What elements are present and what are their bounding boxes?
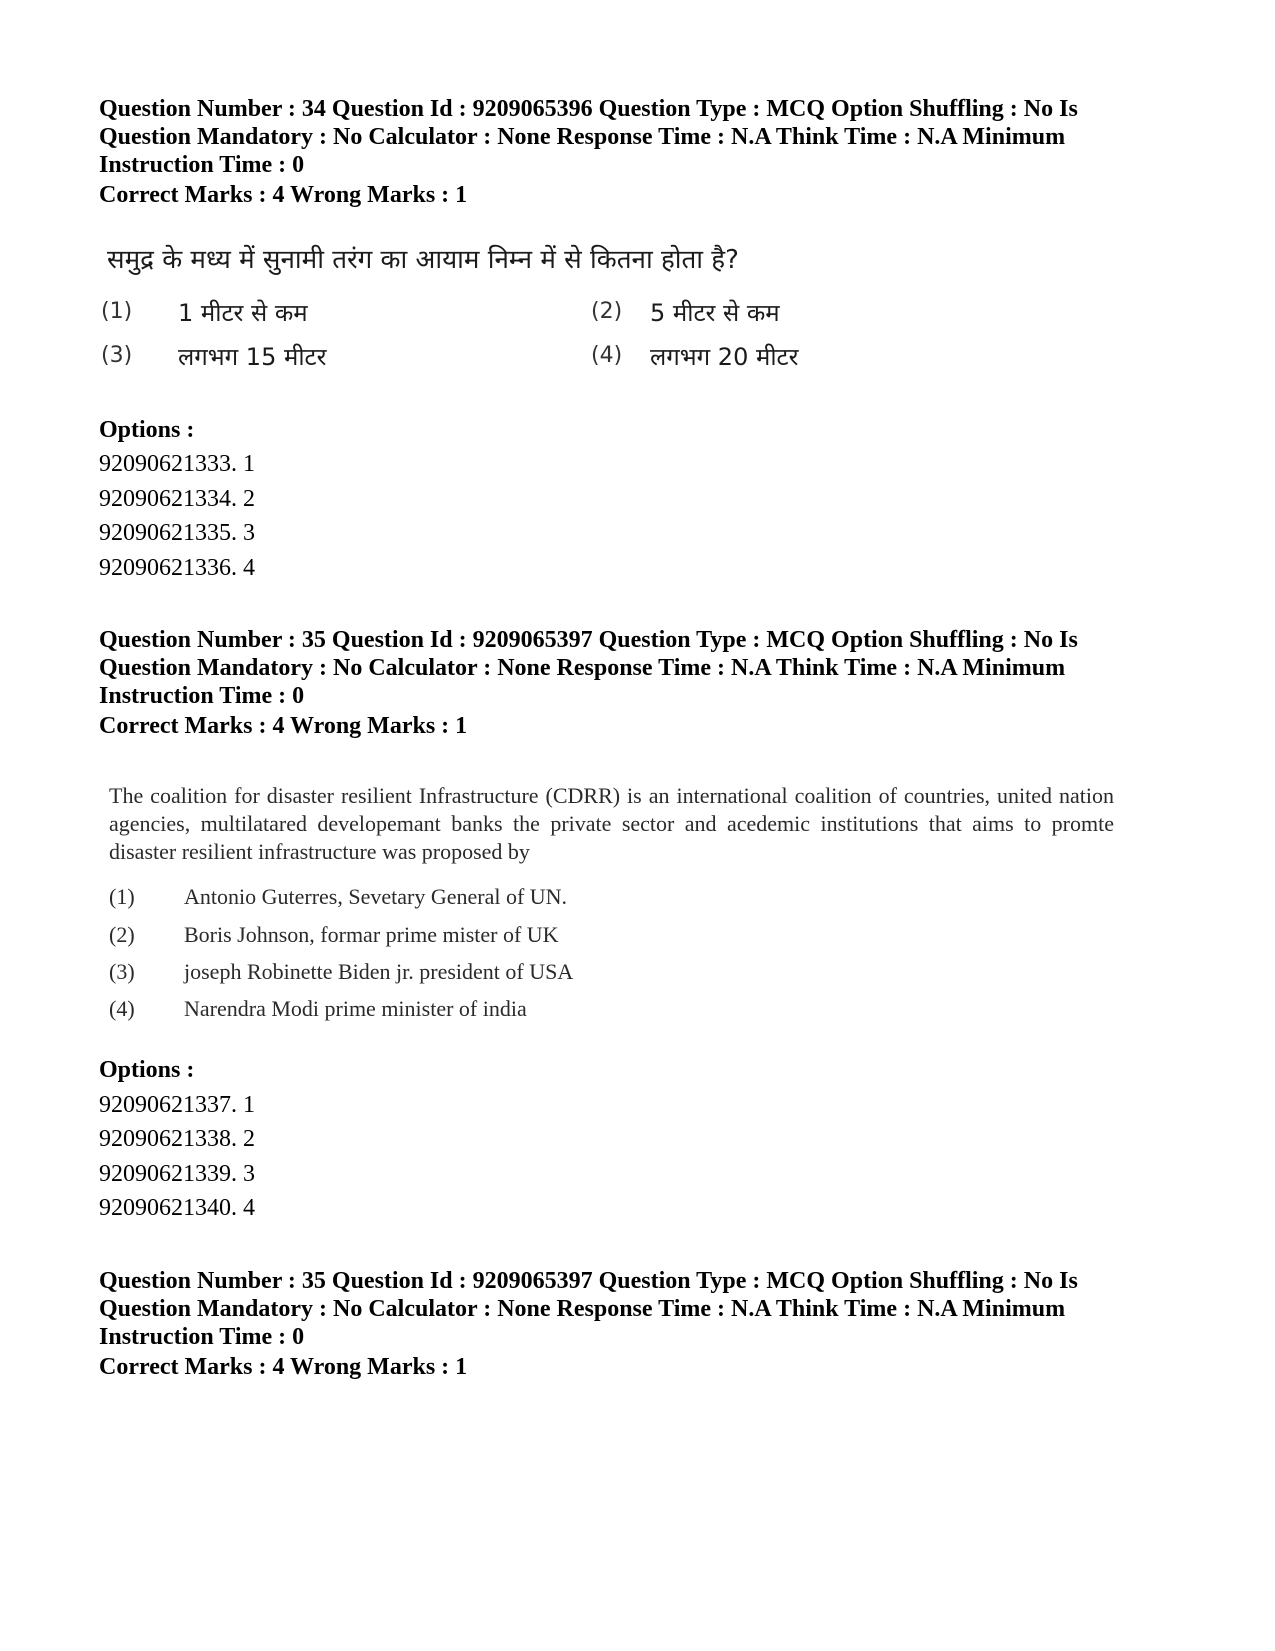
question-35b-marks: Correct Marks : 4 Wrong Marks : 1	[99, 1354, 468, 1380]
question-35-choice-4-number: (4)	[109, 996, 135, 1021]
question-34-choice-1-number: (1)	[101, 299, 133, 324]
question-34-choice-3-text: लगभग 15 मीटर	[178, 343, 327, 371]
question-35-option-3: 92090621339. 3	[99, 1161, 255, 1187]
question-35-options-label: Options :	[99, 1057, 195, 1083]
question-34-choice-4-number: (4)	[591, 343, 623, 368]
question-35b-meta: Question Number : 35 Question Id : 9209065397 Question Type : MCQ Option Shuffling : No Is Question Mandatory : No Calculator : None Response Time : N.A Think Time : N.A Minimum Instruction Time : 0	[99, 1268, 1078, 1350]
question-35-choice-3-text: joseph Robinette Biden jr. president of USA	[184, 959, 574, 984]
question-35-stem: The coalition for disaster resilient Infrastructure (CDRR) is an international coalition of countries, united nation agencies, multilatared developemant banks the private sector and acedemic institutions that aims to promte disaster resilient infrastructure was proposed by	[109, 783, 1114, 864]
question-35-marks: Correct Marks : 4 Wrong Marks : 1	[99, 713, 468, 739]
question-34-choice-2-number: (2)	[591, 299, 623, 324]
question-35-option-4: 92090621340. 4	[99, 1195, 255, 1221]
question-35-choice-1-text: Antonio Guterres, Sevetary General of UN.	[184, 884, 568, 909]
question-35-choice-2-text: Boris Johnson, formar prime mister of UK	[184, 922, 559, 947]
question-35-meta: Question Number : 35 Question Id : 9209065397 Question Type : MCQ Option Shuffling : No Is Question Mandatory : No Calculator : None Response Time : N.A Think Time : N.A Minimum Instruction Time : 0	[99, 627, 1078, 709]
question-34-marks: Correct Marks : 4 Wrong Marks : 1	[99, 182, 468, 208]
question-34-choice-3-number: (3)	[101, 343, 133, 368]
question-34-option-1: 92090621333. 1	[99, 451, 255, 477]
question-35-choice-2-number: (2)	[109, 922, 135, 947]
question-34-meta: Question Number : 34 Question Id : 9209065396 Question Type : MCQ Option Shuffling : No Is Question Mandatory : No Calculator : None Response Time : N.A Think Time : N.A Minimum Instruction Time : 0	[99, 96, 1078, 178]
question-35-option-2: 92090621338. 2	[99, 1126, 255, 1152]
question-35-option-1: 92090621337. 1	[99, 1092, 255, 1118]
question-34-option-2: 92090621334. 2	[99, 486, 255, 512]
question-34-option-4: 92090621336. 4	[99, 555, 255, 581]
question-35-choice-4-text: Narendra Modi prime minister of india	[184, 996, 527, 1021]
question-34-option-3: 92090621335. 3	[99, 520, 255, 546]
question-34-choice-1-text: 1 मीटर से कम	[178, 299, 308, 327]
question-34-stem: समुद्र के मध्य में सुनामी तरंग का आयाम निम्न में से कितना होता है?	[107, 245, 739, 275]
question-34-choice-2-text: 5 मीटर से कम	[650, 299, 780, 327]
question-35-choice-1-number: (1)	[109, 884, 135, 909]
question-34-options-label: Options :	[99, 417, 195, 443]
question-34-choice-4-text: लगभग 20 मीटर	[650, 343, 799, 371]
question-35-choice-3-number: (3)	[109, 959, 135, 984]
